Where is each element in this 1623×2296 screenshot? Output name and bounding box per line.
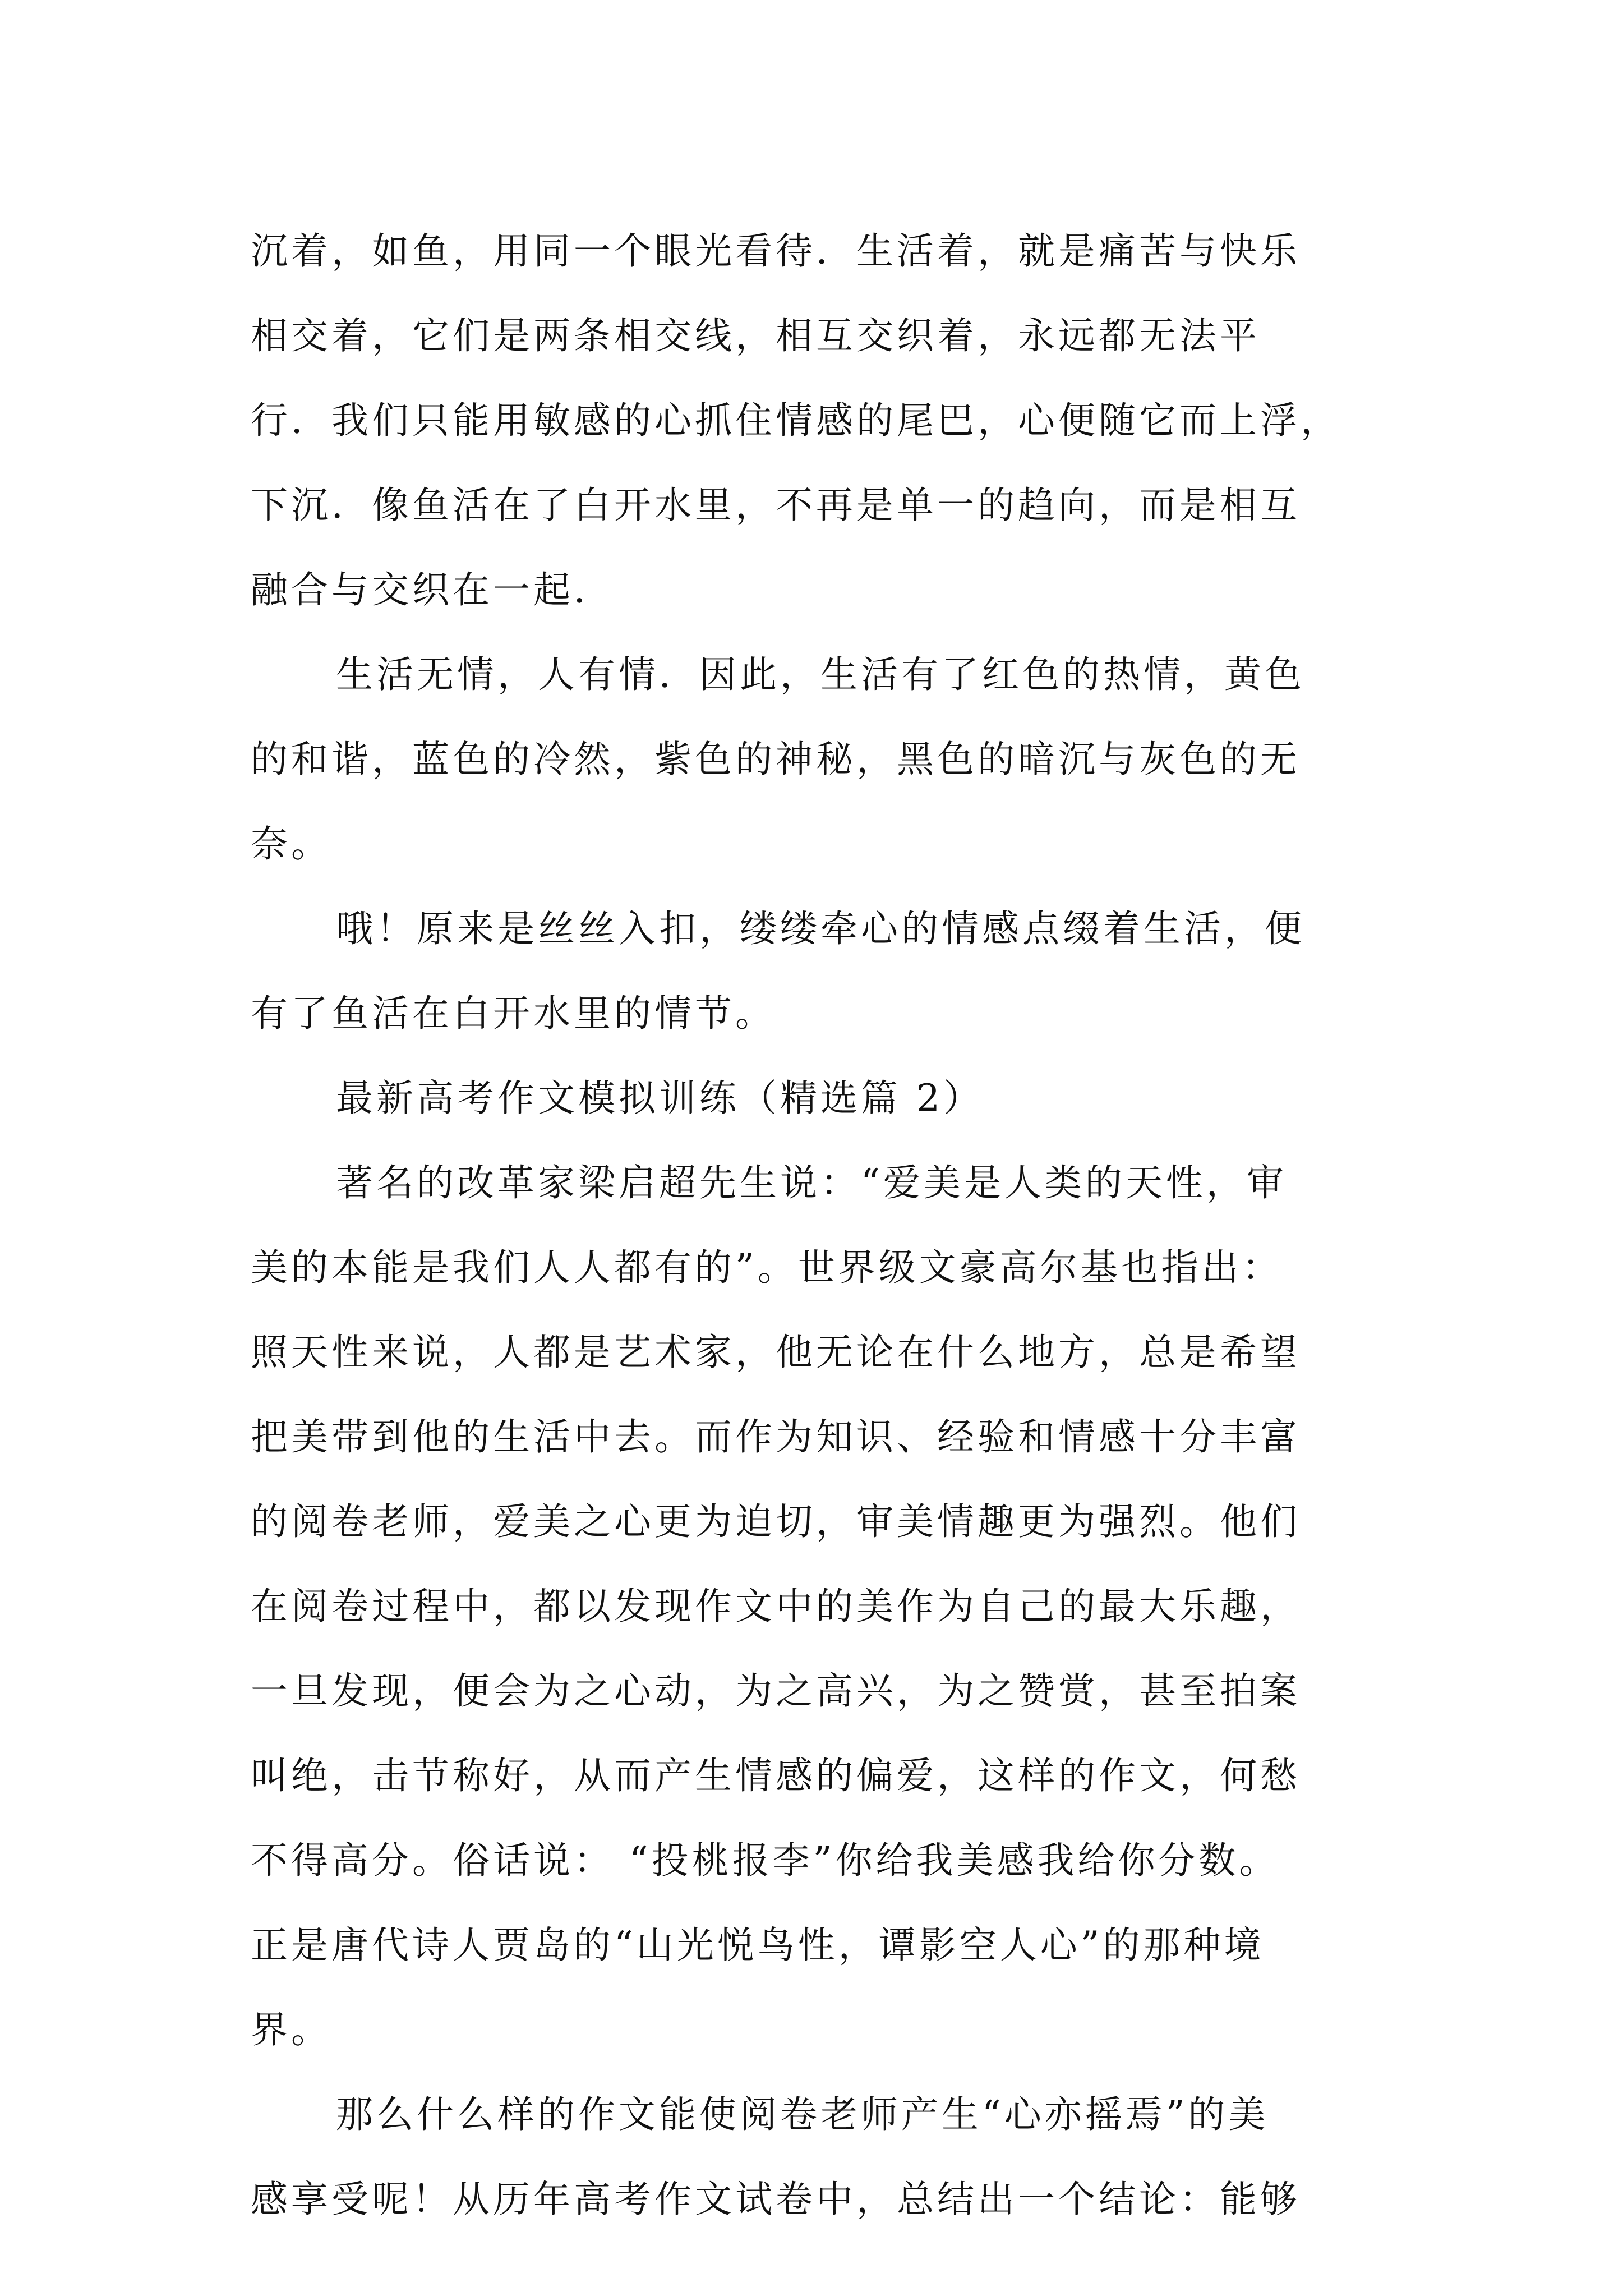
text-line: 的和谐，蓝色的冷然，紫色的神秘，黑色的暗沉与灰色的无	[251, 738, 1301, 781]
paragraph-start-line: 著名的改革家梁启超先生说：“爱美是人类的天性，审	[336, 1161, 1287, 1204]
paragraph-start-line: 那么什么样的作文能使阅卷老师产生“心亦摇焉”的美	[336, 2093, 1269, 2136]
text-line: 融合与交织在一起．	[251, 568, 614, 611]
text-line: 奈。	[251, 822, 331, 866]
text-line: 界。	[251, 2008, 331, 2051]
text-line: 不得高分。俗话说： “投桃报李”你给我美感我给你分数。	[251, 1839, 1280, 1882]
text-line: 照天性来说，人都是艺术家，他无论在什么地方，总是希望	[251, 1331, 1301, 1374]
paragraph-start-line: 哦！原来是丝丝入扣，缕缕牵心的情感点缀着生活，便	[336, 907, 1305, 950]
text-line: 叫绝，击节称好，从而产生情感的偏爱，这样的作文，何愁	[251, 1754, 1301, 1797]
paragraph-start-line: 生活无情，人有情．因此，生活有了红色的热情，黄色	[336, 653, 1305, 696]
document-body	[251, 209, 1389, 2242]
text-line: 相交着，它们是两条相交线，相互交织着，永远都无法平	[251, 314, 1260, 357]
text-line: 的阅卷老师，爱美之心更为迫切，审美情趣更为强烈。他们	[251, 1500, 1301, 1543]
text-line: 把美带到他的生活中去。而作为知识、经验和情感十分丰富	[251, 1415, 1301, 1458]
text-line: 沉着，如鱼，用同一个眼光看待．生活着，就是痛苦与快乐	[251, 229, 1301, 273]
text-line: 美的本能是我们人人都有的”。世界级文豪高尔基也指出：	[251, 1246, 1283, 1289]
text-line: 下沉．像鱼活在了白开水里，不再是单一的趋向，而是相互	[251, 484, 1301, 527]
text-line: 在阅卷过程中，都以发现作文中的美作为自己的最大乐趣，	[251, 1585, 1301, 1628]
text-line: 有了鱼活在白开水里的情节。	[251, 992, 776, 1035]
text-line: 正是唐代诗人贾岛的“山光悦鸟性，谭影空人心”的那种境	[251, 1924, 1265, 1967]
text-line: 一旦发现，便会为之心动，为之高兴，为之赞赏，甚至拍案	[251, 1669, 1301, 1713]
section-heading: 最新高考作文模拟训练（精选篇 2）	[336, 1076, 984, 1120]
text-line: 行．我们只能用敏感的心抓住情感的尾巴，心便随它而上浮，	[251, 399, 1341, 442]
text-line: 感享受呢！从历年高考作文试卷中，总结出一个结论：能够	[251, 2178, 1301, 2221]
